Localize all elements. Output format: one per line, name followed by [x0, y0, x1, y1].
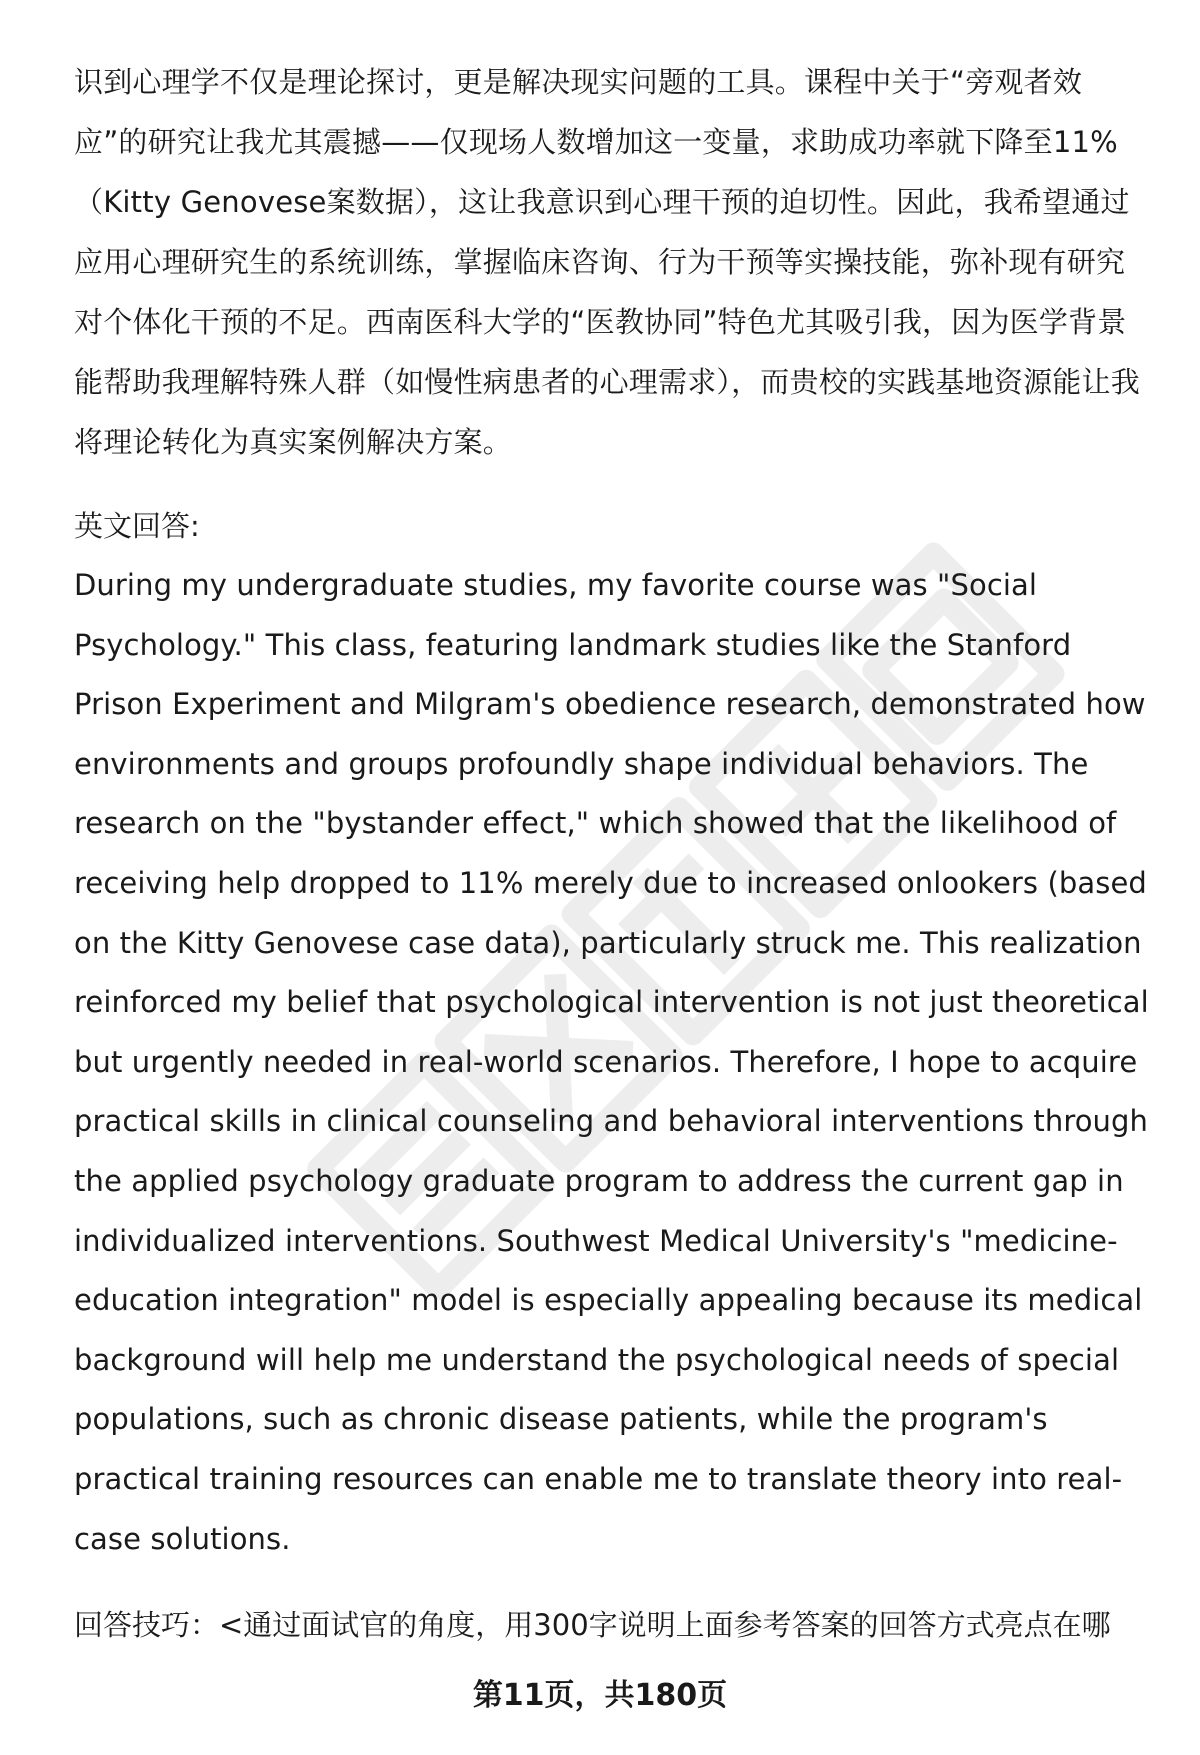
- answer-tips-line: 回答技巧：<通过面试官的角度，用300字说明上面参考答案的回答方式亮点在哪: [74, 1608, 1111, 1643]
- english-answer-paragraph: During my undergraduate studies, my favorite course was "Social Psychology." This class, featuring landmark studies like the Stanford Prison Experiment and Milgram's obedience research, demonstrated how environments and groups profoundly shape individual behaviors. The research on the "bystander effect," which showed that the likelihood of receiving help dropped to 11% merely due to increased onlookers (based on the Kitty Genovese case data), particularly struck me. This realization reinforced my belief that psychological intervention is not just theoretical but urgently needed in real-world scenarios. Therefore, I hope to acquire practical skills in clinical counseling and behavioral interventions through the applied psychology graduate program to address the current gap in individualized interventions. Southwest Medical University's "medicine-education integration" model is especially appealing because its medical background will help me understand the psychological needs of special populations, such as chronic disease patients, while the program's practical training resources can enable me to translate theory into real-case solutions.: [74, 568, 1149, 1556]
- document-page: [74, 52, 1154, 1655]
- chinese-answer-paragraph: 识到心理学不仅是理论探讨，更是解决现实问题的工具。课程中关于“旁观者效应”的研究让我尤其震撼——仅现场人数增加这一变量，求助成功率就下降至11%（Kitty Genovese案数据），这让我意识到心理干预的迫切性。因此，我希望通过应用心理研究生的系统训练，掌握临床咨询、行为干预等实操技能，弥补现有研究对个体化干预的不足。西南医科大学的“医教协同”特色尤其吸引我，因为医学背景能帮助我理解特殊人群（如慢性病患者的心理需求），而贵校的实践基地资源能让我将理论转化为真实案例解决方案。: [74, 65, 1140, 459]
- english-answer-label: 英文回答:: [74, 509, 200, 543]
- page-number-footer: 第11页，共180页: [472, 1678, 728, 1713]
